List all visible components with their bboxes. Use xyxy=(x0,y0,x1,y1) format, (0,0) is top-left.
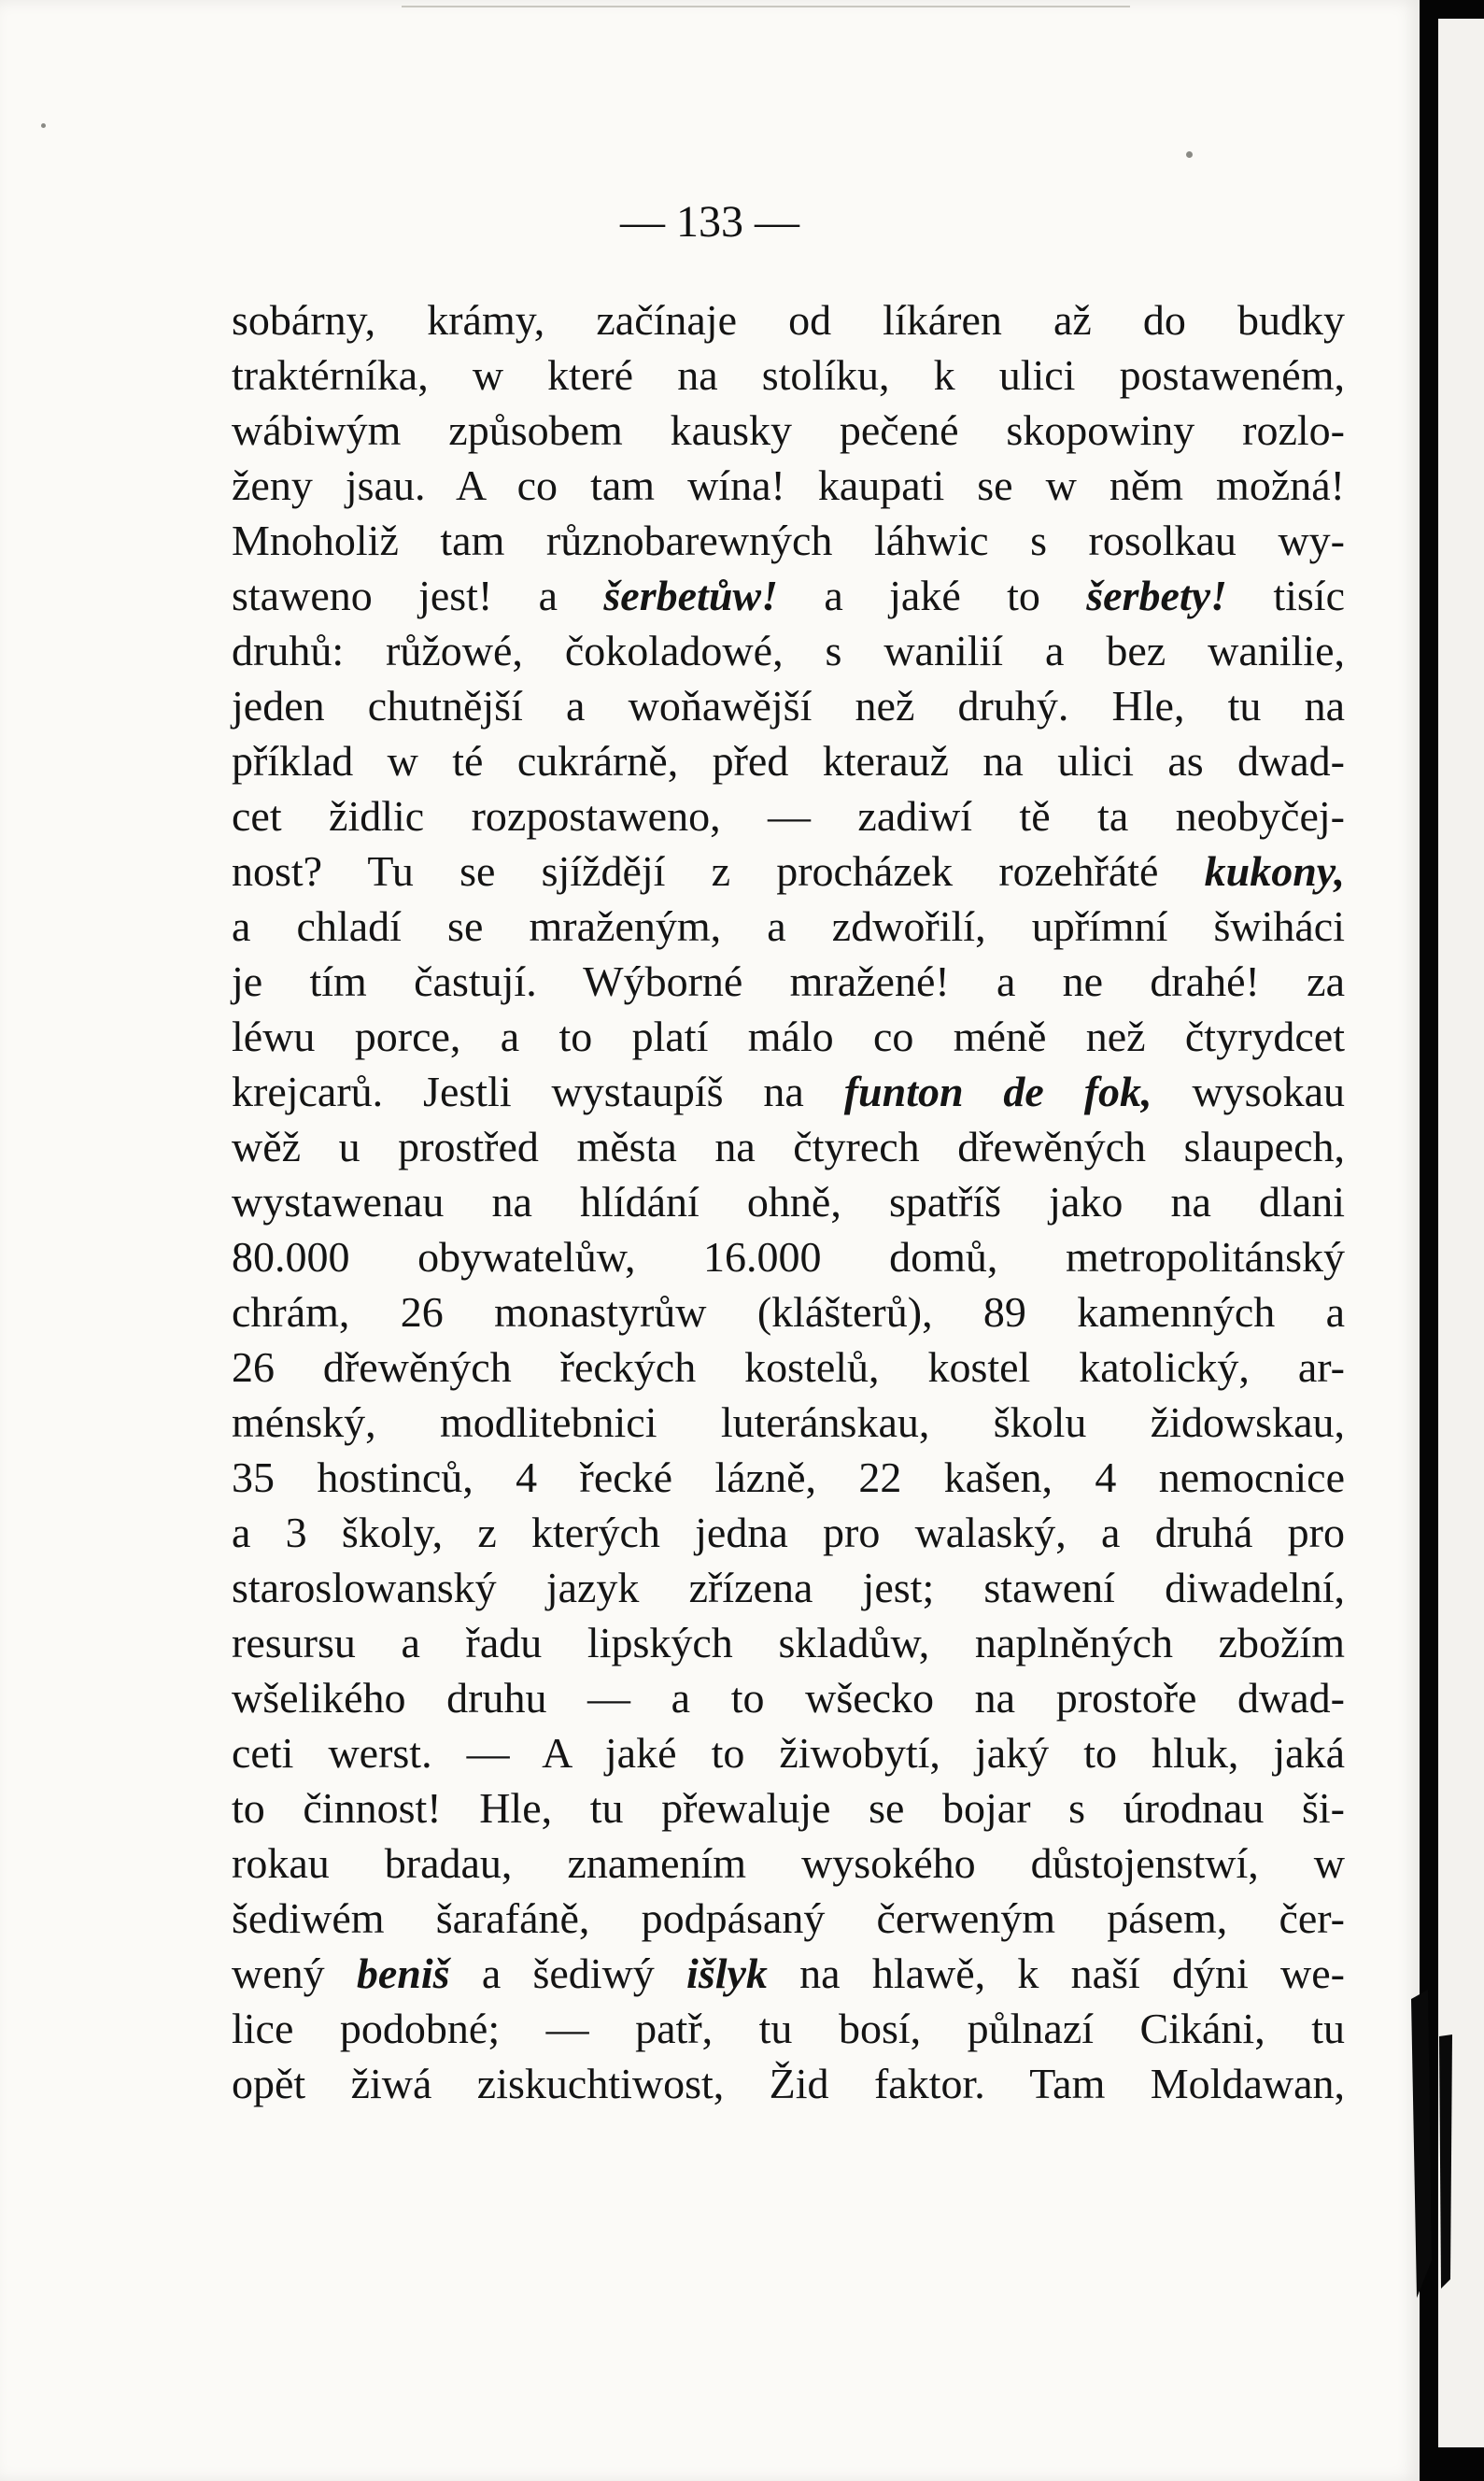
text-line xyxy=(232,568,1345,623)
text-segment: chrám, 26 monastyrůw (klášterů), 89 kamenných a xyxy=(232,1288,1345,1336)
text-line xyxy=(232,844,1345,899)
text-line xyxy=(232,1836,1345,1891)
text-line xyxy=(232,788,1345,844)
text-segment: ceti werst. — A jaké to žiwobytí, jaký to hluk, jaká xyxy=(232,1729,1345,1777)
text-line xyxy=(232,678,1345,733)
text-line xyxy=(232,1891,1345,1946)
text-segment: na hlawě, k naší dýni we- xyxy=(767,1949,1345,1997)
text-line xyxy=(232,1119,1345,1174)
text-segment: a 3 školy, z kterých jedna pro walaský, a druhá pro xyxy=(232,1509,1345,1556)
text-line xyxy=(232,2001,1345,2056)
text-segment: rokau bradau, znamením wysokého důstojenstwí, w xyxy=(232,1839,1345,1887)
text-segment: wysokau xyxy=(1152,1068,1345,1115)
text-segment: cet židlic rozpostaweno, — zadiwí tě ta neobyčej- xyxy=(232,792,1345,840)
binding-mark xyxy=(1404,1980,1460,2317)
text-segment: lice podobné; — patř, tu bosí, půlnazí Cikáni, tu xyxy=(232,2005,1345,2052)
text-segment: staweno jest! a xyxy=(232,572,604,619)
text-line xyxy=(232,954,1345,1009)
text-segment: jeden chutnější a woňawější než druhý. Hle, tu na xyxy=(232,682,1345,730)
text-segment: wený xyxy=(232,1949,357,1997)
text-segment: 35 hostinců, 4 řecké lázně, 22 kašen, 4 nemocnice xyxy=(232,1453,1345,1501)
text-line xyxy=(232,1174,1345,1229)
italic-term: šerbety! xyxy=(1086,572,1227,619)
text-line xyxy=(232,1009,1345,1064)
text-segment: tisíc xyxy=(1226,572,1345,619)
text-segment: 26 dřewěných řeckých kostelů, kostel katolický, ar- xyxy=(232,1343,1345,1391)
text-segment: to činnost! Hle, tu přewaluje se bojar s úrodnau ši- xyxy=(232,1784,1345,1832)
text-line xyxy=(232,403,1345,458)
italic-term: išlyk xyxy=(686,1949,768,1997)
speck xyxy=(41,123,46,128)
body-text xyxy=(232,292,1345,2111)
text-segment: šediwém šarafáně, podpásaný čerweným pásem, čer- xyxy=(232,1894,1345,1942)
text-line xyxy=(232,1284,1345,1340)
text-segment: 80.000 obywatelůw, 16.000 domů, metropolitánský xyxy=(232,1233,1345,1281)
text-segment: je tím častují. Wýborné mražené! a ne drahé! za xyxy=(232,957,1345,1005)
text-segment: léwu porce, a to platí málo co méně než čtyrydcet xyxy=(232,1013,1345,1060)
text-line xyxy=(232,1340,1345,1395)
text-line xyxy=(232,733,1345,788)
text-line xyxy=(232,1064,1345,1119)
text-line xyxy=(232,1725,1345,1780)
text-line xyxy=(232,1780,1345,1836)
text-segment: staroslowanský jazyk zřízena jest; stawení diwadelní, xyxy=(232,1564,1345,1611)
text-segment: ménský, modlitebnici luteránskau, školu židowskau, xyxy=(232,1398,1345,1446)
text-segment: traktérníka, w které na stolíku, k ulici postaweném, xyxy=(232,351,1345,399)
text-line xyxy=(232,1615,1345,1670)
text-line xyxy=(232,1450,1345,1505)
text-segment: wšelikého druhu — a to wšecko na prostoře dwad- xyxy=(232,1674,1345,1722)
text-segment: resursu a řadu lipských skladůw, naplněných zbožím xyxy=(232,1619,1345,1666)
text-segment: a šediwý xyxy=(449,1949,687,1997)
text-segment: wěž u prostřed města na čtyrech dřewěných slaupech, xyxy=(232,1123,1345,1170)
text-line xyxy=(232,1946,1345,2001)
text-line xyxy=(232,1395,1345,1450)
text-segment: ženy jsau. A co tam wína! kaupati se w něm možná! xyxy=(232,461,1345,509)
text-line xyxy=(232,899,1345,954)
text-line xyxy=(232,513,1345,568)
speck xyxy=(1186,151,1193,158)
text-segment: a jaké to xyxy=(778,572,1087,619)
italic-term: šerbetůw! xyxy=(603,572,778,619)
text-segment: Mnoholiž tam různobarewných láhwic s rosolkau wy- xyxy=(232,517,1345,564)
text-segment: wábiwým způsobem kausky pečené skopowiny rozlo- xyxy=(232,406,1345,454)
text-line xyxy=(232,1229,1345,1284)
italic-term: funton de fok, xyxy=(843,1068,1152,1115)
text-segment: krejcarů. Jestli wystaupíš na xyxy=(232,1068,844,1115)
italic-term: kukony, xyxy=(1204,847,1345,895)
text-line xyxy=(232,2056,1345,2111)
text-segment: druhů: růžowé, čokoladowé, s wanilií a bez wanilie, xyxy=(232,627,1345,674)
text-line xyxy=(232,1505,1345,1560)
text-line xyxy=(232,458,1345,513)
text-segment: příklad w té cukrárně, před kterauž na ulici as dwad- xyxy=(232,737,1345,785)
italic-term: beniš xyxy=(356,1949,450,1997)
text-segment: nost? Tu se sjíždějí z procházek rozehřáté xyxy=(232,847,1205,895)
page-number: — 133 — xyxy=(620,197,799,247)
text-line xyxy=(232,292,1345,347)
text-segment: opět žiwá ziskuchtiwost, Žid faktor. Tam Moldawan, xyxy=(232,2060,1345,2107)
text-line xyxy=(232,347,1345,403)
text-segment: a chladí se mraženým, a zdwořilí, upřímní šwiháci xyxy=(232,902,1345,950)
text-segment: sobárny, krámy, začínaje od líkáren až do budky xyxy=(232,296,1345,344)
text-segment: wystawenau na hlídání ohně, spatříš jako na dlani xyxy=(232,1178,1345,1226)
page-top-edge xyxy=(402,6,1130,35)
text-line xyxy=(232,623,1345,678)
text-line xyxy=(232,1670,1345,1725)
text-line xyxy=(232,1560,1345,1615)
